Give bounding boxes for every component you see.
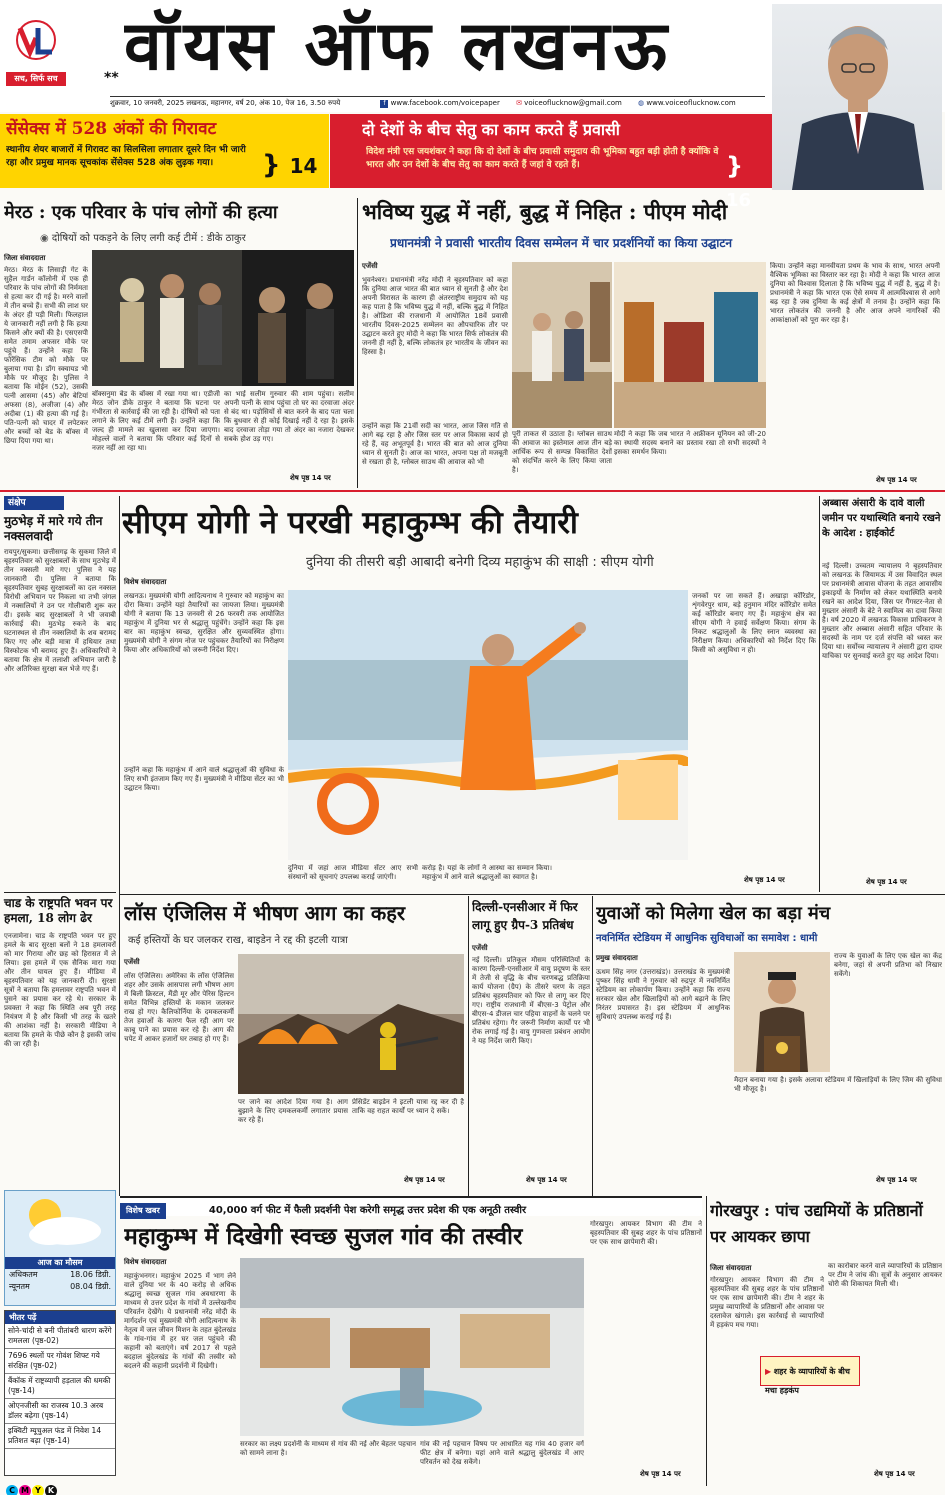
teaser-left-page: } 14 [262, 150, 318, 180]
exhibition-hall-icon [614, 262, 766, 428]
meerut-col2: बॉक्सनुमा बेड के बॉक्स में रखा गया था। एडीजी मेरठ जोन डीके ठाकुर ने बताया कि घटना पर गंभीरता से कार्रवाई की जा रही है। दोषियों को पता लगाने के लिए कई टीमें लगी हैं। उन्होंने कहा कि जल्द ही मामले का खुलासा कर दिया जाएगा। मोहल्ले वालों ने बताया कि परिवार कई दिनों से नजर नहीं आ रहा था। [92, 390, 220, 452]
village-model-icon [240, 1258, 584, 1436]
la-fire-col1: लॉस एंजिलिस। अमेरिका के लॉस एंजिलिस शहर और उसके आसपास लगी भीषण आग में बिली क्रिस्टल, मैंडी मूर और पेरिस हिल्टन समेत विभिन्न हस्तियों के मकान जलकर राख हो गए। कैलिफोर्निया के दमकलकर्मी तेज हवाओं के कारण फैल रही आग पर काबू पाने का प्रयास कर रहे हैं। आग की चपेट में आकर हजारों घर तबाह हो गए हैं। [124, 972, 234, 1043]
exhibition-text: 40,000 वर्ग फीट में फैली प्रदर्शनी पेश करेगी समृद्ध उत्तर प्रदेश की एक अनूठी तस्वीर [208, 1205, 527, 1216]
weather-box [4, 1190, 116, 1306]
teaser-left-body: स्थानीय शेयर बाजारों में गिरावट का सिलसिला लगातार दूसरे दिन भी जारी रहा और प्रमुख मानक सूचकांक सेंसेक्स 528 अंक लुढ़क गया। [6, 145, 246, 168]
yogi-mahakumbh-photo [288, 590, 688, 860]
brief-label: संक्षेप [4, 496, 64, 510]
teaser-left[interactable] [0, 114, 329, 188]
teaser-left-page-number: 14 [289, 154, 318, 178]
teaser-left-headline: सेंसेक्स में 528 अंकों की गिरावट [6, 119, 217, 139]
bullet-icon: ◉ [40, 233, 52, 244]
newspaper-title: वॉयस ऑफ लखनऊ [124, 6, 672, 86]
logo-mark-icon [6, 18, 66, 68]
inside-item[interactable]: 7696 स्थलों पर गोवंश शिफ्ट गये संरक्षित (पृष्ठ-02) [5, 1349, 115, 1374]
logo [6, 18, 66, 68]
yogi-col5: जनकों पर जा सकते हैं। अखाड़ा कॉरिडोर, शृंगवेरपुर धाम, बड़े हनुमान मंदिर कॉरिडोर समेत कई कॉरिडोर बनाए गए हैं। महाकुंभ क्षेत्र का सीएम योगी ने हवाई सर्वेक्षण किया। संगम के निकट श्रद्धालुओं के लिए स्नान व्यवस्था का निरीक्षण किया। अधिकारियों को निर्देश दिए कि किसी को असुविधा न हो। [692, 592, 816, 654]
modi-subhead: प्रधानमंत्री ने प्रवासी भारतीय दिवस सम्मेलन में चार प्रदर्शनियों का किया उद्घाटन [390, 236, 733, 250]
column-divider [819, 496, 820, 892]
gorakhpur-headline[interactable]: गोरखपुर : पांच उद्यमियों के प्रतिष्ठानों पर आयकर छापा [710, 1201, 923, 1246]
column-divider [357, 198, 358, 488]
meerut-headline[interactable]: मेरठ : एक परिवार के पांच लोगों की हत्या [4, 202, 278, 223]
youth-headline[interactable]: युवाओं को मिलेगा खेल का बड़ा मंच [596, 903, 831, 924]
modi-headline[interactable]: भविष्य युद्ध में नहीं, बुद्ध में निहित : पीएम मोदी [362, 199, 728, 224]
portrait-icon [772, 4, 942, 190]
modi-col1: भुवनेश्वर। प्रधानमंत्री नरेंद्र मोदी ने बृहस्पतिवार को कहा कि दुनिया आज भारत की बात ध्यान से सुनती है और देश अपनी विरासत के कारण ही अंतरराष्ट्रीय समुदाय को यह कह पाता है कि भविष्य युद्ध में नहीं, बल्कि बुद्ध में निहित है। ओडिशा की राजधानी में आयोजित 18वें प्रवासी भारतीय दिवस-2025 सम्मेलन का औपचारिक तौर पर उद्घाटन करते हुए मोदी ने कहा कि भारत सिर्फ लोकतंत्र की जननी ही नहीं है, बल्कि लोकतंत्र हर भारतीय के जीवन का हिस्सा है। [362, 276, 508, 356]
pointer-icon: ▶ [765, 1367, 774, 1376]
web-icon: ◍ [638, 99, 645, 107]
modi-col5: किया। उन्होंने कहा मानवीयता प्रथम के भाव के साथ, भारत अपनी वैश्विक भूमिका का विस्तार कर रहा है। मोदी ने कहा कि भारत आज दुनिया को विश्वास दिलाता है कि भविष्य युद्ध में नहीं है, बुद्ध में है। प्रधानमंत्री ने कहा कि भारत एक ऐसे समय में आत्मविश्वास से आगे बढ़ रहा है जब दुनिया के कई क्षेत्रों में तनाव है। उन्होंने कहा कि भारत लोकतंत्र की जननी है और आज अपने नागरिकों की आकांक्षाओं को पूरा कर रहा है। [770, 262, 940, 324]
inside-box [4, 1310, 116, 1476]
weather-max-row [5, 1269, 115, 1281]
meerut-col1: मेरठ। मेरठ के लिसाड़ी गेट के सुहैल गार्डन कॉलोनी में एक ही परिवार के पांच लोगों की निर्ममता से हत्या कर दी गई है। मरने वालों में तीन बच्चे हैं। सभी की लाश घर के अंदर ही पड़ी मिली। फिलहाल ये जानकारी नहीं लगी है कि हत्या किसने और क्यों की है। एसएसपी समेत तमाम अफसर मौके पर पहुंचे हैं। उन्होंने कहा कि फोरेंसिक टीम को मौके पर बुलाया गया है। डॉग स्क्वायड भी मौके पर मौजूद है। पुलिस ने बताया कि मोईन (52), उसकी पत्नी आसमा (45) और बेटियां अफसा (8), अजीजा (4) और अदीबा (1) की हत्या की गई है। पति-पत्नी को चादर में लपेटकर और बच्चों को बेड के बॉक्स में छिपा दिया गया था। [4, 266, 88, 445]
weather-max-value: 18.06 डिग्री. [70, 1270, 111, 1279]
abbas-body: नई दिल्ली। उच्चतम न्यायालय ने बृहस्पतिवार को लखनऊ के जियामऊ में उस विवादित स्थल पर प्रधानमंत्री आवास योजना के तहत आवासीय इकाइयों के निर्माण को लेकर यथास्थिति बनाये रखने का आदेश दिया, जिस पर गैंगस्टर-नेता से मुख्तार अंसारी के बेटे ने स्वामित्व का दावा किया है। वर्ष 2020 में लखनऊ विकास प्राधिकरण ने मुख्तार और अब्बास अंसारी सहित परिवार के सदस्यों के नाम पर दर्ज संपत्ति को ध्वस्त कर दिया था। सर्वोच्च न्यायालय ने अंसारी द्वारा दायर याचिका पर सुनवाई करते हुए यह आदेश दिया। [822, 562, 942, 660]
gorakhpur-col3 [828, 1390, 942, 1466]
grap-body: नई दिल्ली। प्रतिकूल मौसम परिस्थितियों के कारण दिल्ली-एनसीआर में वायु प्रदूषण के स्तर में तेजी से वृद्धि के बीच चरणबद्ध प्रतिक्रिया कार्य योजना (ग्रैप) के तीसरे चरण के तहत प्रतिबंध बृहस्पतिवार को फिर से लागू कर दिए गए। राष्ट्रीय राजधानी में बीएस-3 पेट्रोल और बीएस-4 डीजल चार पहिया वाहनों के चलने पर प्रतिबंध रहेगा। गैर जरूरी निर्माण कार्यों पर भी रोक लगाई गई है। वायु गुणवत्ता प्रबंधन आयोग ने यह निर्देश जारी किए। [472, 956, 590, 1045]
youth-continued[interactable]: शेष पृष्ठ 14 पर [876, 1176, 917, 1184]
teaser-right-body: विदेश मंत्री एस जयशंकर ने कहा कि दो देशों के बीच प्रवासी समुदाय की भूमिका बहुत बड़ी होती है क्योंकि वे भारत और उन देशों के बीच सेतु का काम करते हैं जहां वे रहते हैं। [366, 147, 719, 170]
kumbh-village-col3: गांव की नई पहचान विषय पर आधारित यह गांव 40 हजार वर्ग फीट क्षेत्र में बनेगा। यहां आने वाले श्रद्धालु बुंदेलखंड में आए परिवर्तन को देख सकेंगे। [420, 1440, 584, 1466]
cmyk-black: K [45, 1485, 57, 1495]
dateline: शुक्रवार, 10 जनवरी, 2025 लखनऊ, महानगर, वर्ष 20, अंक 10, पेज 16, 3.50 रुपये [110, 99, 341, 107]
teaser-right[interactable] [330, 114, 772, 211]
meerut-continued[interactable]: शेष पृष्ठ 14 पर [290, 474, 331, 482]
meerut-crime-scene-photo [92, 250, 354, 386]
weather-min-label: न्यूनतम [9, 1282, 30, 1291]
modi-col2: उन्होंने कहा कि 21वीं सदी का भारत, आज जिस गति से आगे बढ़ रहा है और जिस स्तर पर आज विकास कार्य हो रहे हैं, वह अभूतपूर्व है। भारत की बात को आज दुनिया ध्यान से सुनती है। आज का भारत, अपना पक्ष तो मजबूती से रखता ही है, ग्लोबल साउथ की आवाज को भी [362, 422, 508, 466]
la-fire-continued[interactable]: शेष पृष्ठ 14 पर [404, 1176, 445, 1184]
weather-min-value: 08.04 डिग्री. [70, 1282, 111, 1291]
gorakhpur-col2: का कारोबार करने वाले व्यापारियों के प्रतिष्ठान पर टीम ने जांच की। सूत्रों के अनुसार आयकर चोरी की शिकायत मिली थी। [828, 1262, 942, 1288]
sidebar-rule [4, 892, 116, 893]
gorakhpur-box-text: शहर के व्यापारियों के बीच मचा हड़कंप [765, 1367, 850, 1395]
meerut-subhead-text: दोषियों को पकड़ने के लिए लगी कई टीमें : डीके ठाकुर [51, 233, 246, 244]
firefighter-icon [238, 954, 464, 1094]
gorakhpur-body: गोरखपुर। आयकर विभाग की टीम ने बृहस्पतिवार की सुबह शहर के पांच प्रतिष्ठानों पर एक साथ छापेमारी की। टीम ने शहर के प्रमुख व्यापारियों के प्रतिष्ठानों और आवास पर दस्तावेज खंगाले। इस कार्रवाई से व्यापारियों में हड़कंप मच गया। [710, 1276, 824, 1329]
modi-exhibition-photo-2 [614, 262, 766, 428]
gorakhpur-byline: जिला संवाददाता [710, 1264, 752, 1272]
email-icon: ✉ [516, 99, 522, 107]
weather-min-row [5, 1281, 115, 1293]
exhibition-label: विशेष खबर [120, 1203, 166, 1219]
inside-item[interactable]: इक्विटी म्यूचुअल फंड में निवेश 14 प्रतिशत बढ़ा (पृष्ठ-14) [5, 1424, 115, 1449]
la-fire-subhead: कई हस्तियों के घर जलकर राख, बाइडेन ने रद्द की इटली यात्रा [128, 935, 348, 946]
dateline-bar [110, 96, 765, 110]
exhibition-strip[interactable] [120, 1196, 702, 1216]
crowd-scene-icon [92, 250, 354, 386]
brief-body: रायपुर/सुकमा। छत्तीसगढ़ के सुकमा जिले में बृहस्पतिवार को सुरक्षाबलों के साथ मुठभेड़ में तीन नक्सली मारे गए। पुलिस ने यह जानकारी दी। पुलिस ने बताया कि बृहस्पतिवार सुबह सुरक्षाबलों का दल नक्सल विरोधी अभियान पर निकला था तभी जंगल में नक्सलियों ने उन पर गोलीबारी शुरू कर दी। इसके बाद सुरक्षाबलों ने भी जवाबी कार्रवाई की। मुठभेड़ रुकने के बाद घटनास्थल से तीन नक्सलियों के शव बरामद किए गए और बड़ी मात्रा में हथियार तथा विस्फोटक भी बरामद हुए हैं। अधिकारियों ने बताया कि क्षेत्र में तलाशी अभियान जारी है और अतिरिक्त सुरक्षा बल भेजे गए हैं। [4, 548, 116, 673]
abbas-headline[interactable]: अब्बास अंसारी के दावे वाली जमीन पर यथास्थिति बनाये रखने के आदेश : हाईकोर्ट [822, 498, 941, 539]
email-link[interactable]: voiceoflucknow@gmail.com [524, 99, 622, 107]
la-fire-photo [238, 954, 464, 1094]
column-divider [706, 1196, 707, 1486]
column-divider [468, 896, 469, 1196]
village-model-photo [240, 1258, 584, 1436]
section-rule [120, 894, 945, 895]
weather-title: आज का मौसम [5, 1257, 115, 1269]
kumbh-village-col2: सरकार का लक्ष्य प्रदर्शनी के माध्यम से गांव की नई और बेहतर पहचान को सामने लाना है। [240, 1440, 416, 1457]
yogi-subhead: दुनिया की तीसरी बड़ी आबादी बनेगी दिव्य महाकुंभ की साक्षी : सीएम योगी [306, 555, 654, 570]
youth-col2: राज्य के युवाओं के लिए एक खेल का केंद्र बनेगा, जहां से अपनी प्रतिभा को निखार सकेंगे। [834, 952, 942, 978]
cmyk-cyan: C [6, 1485, 18, 1495]
grap-headline[interactable]: दिल्ली-एनसीआर में फिर लागू हुए ग्रैप-3 प्रतिबंध [472, 900, 578, 932]
gorakhpur-continued[interactable]: शेष पृष्ठ 14 पर [874, 1470, 915, 1478]
teaser-right-page-number: 16 [726, 190, 752, 211]
teaser-right-page: } 16 [726, 152, 752, 211]
jaishankar-photo [772, 4, 942, 190]
la-fire-headline[interactable]: लॉस एंजिलिस में भीषण आग का कहर [124, 901, 405, 925]
yogi-on-boat-icon [288, 590, 688, 860]
column-divider [592, 896, 593, 1196]
yogi-col3: दुनिया में जहां आज मीडिया सेंटर आए सभी संस्थानों को सूचनाएं उपलब्ध कराई जाएंगी। [288, 864, 418, 881]
pm-visit-icon [512, 262, 612, 428]
yogi-continued[interactable]: शेष पृष्ठ 14 पर [744, 876, 785, 884]
youth-col1: ऊधम सिंह नगर (उत्तराखंड)। उत्तराखंड के मुख्यमंत्री पुष्कर सिंह धामी ने गुरुवार को रुद्रपुर में नवनिर्मित स्टेडियम का लोकार्पण किया। उन्होंने कहा कि राज्य सरकार खेल और खिलाड़ियों को आगे बढ़ाने के लिए निरंतर प्रयासरत है। इस स्टेडियम में आधुनिक सुविधाएं उपलब्ध कराई गई हैं। [596, 968, 730, 1021]
inside-item[interactable]: सोने-चांदी से बनी पीतांबरी धारण करेंगे रामलला (पृष्ठ-02) [5, 1324, 115, 1349]
inside-title: भीतर पढ़ें [5, 1311, 115, 1324]
inside-item[interactable]: ओएनजीसी का राजस्व 10.3 अरब डॉलर बढ़ेगा (पृष्ठ-14) [5, 1399, 115, 1424]
column-divider [119, 496, 120, 1196]
modi-byline: एजेंसी [362, 262, 378, 270]
modi-col3: पूरी ताकत से उठाता है। ग्लोबल साउथ की आवाज का इस्तेमाल आज तीन बड़े आर्थिक रूप से सम्पन्न विकासित देशों को संदर्भित करने के लिए किया जाता है। [512, 430, 612, 474]
cmyk-yellow: Y [32, 1485, 44, 1495]
teaser-right-headline: दो देशों के बीच सेतु का काम करते हैं प्रवासी [362, 120, 620, 139]
abbas-continued[interactable]: शेष पृष्ठ 14 पर [866, 878, 907, 886]
kumbh-village-col1: महाकुंभनगर। महाकुंभ 2025 में भाग लेने वाले दुनिया भर के 40 करोड़ से अधिक श्रद्धालु स्वच्छ सुजल गांव अवधारणा के माध्यम से उत्तर प्रदेश के गांवों में उल्लेखनीय परिवर्तन देखेंगे। ये प्रधानमंत्री नरेंद्र मोदी के मार्गदर्शन एवं मुख्यमंत्री योगी आदित्यनाथ के नेतृत्व में जल जीवन मिशन के तहत बुंदेलखंड के गांव-गांव में हर घर जल पहुंचने की कहानी को बताएंगे। वर्ष 2017 से पहले बदहाल बुंदेलखंड के गांवों की तस्वीर को बदलने की कहानी प्रदर्शनी में दिखेगी। [124, 1272, 236, 1370]
modi-continued[interactable]: शेष पृष्ठ 14 पर [876, 476, 917, 484]
sun-cloud-icon [5, 1191, 115, 1253]
gorakhpur-highlight-box [760, 1356, 860, 1395]
inside-list [5, 1324, 115, 1449]
facebook-link[interactable]: www.facebook.com/voicepaper [390, 99, 500, 107]
website-link[interactable]: www.voiceoflucknow.com [646, 99, 736, 107]
tagline: सच, सिर्फ सच [6, 72, 66, 86]
facebook-icon: f [380, 100, 388, 108]
modi-exhibition-photo-1 [512, 262, 612, 428]
speaker-icon [734, 952, 830, 1072]
grap-byline: एजेंसी [472, 944, 488, 952]
yogi-col2: उन्होंने कहा कि महाकुंभ में आने वाले श्रद्धालुओं की सुविधा के लिए सभी इंतजाम किए गए हैं। मुख्यमंत्री ने मीडिया सेंटर का भी उद्घाटन किया। [124, 766, 284, 792]
yogi-col4: करोड़ है। यहां के लोगों ने आस्था का सम्मान किया। महाकुंभ में आने वाले श्रद्धालुओं का स्वागत है। [422, 864, 552, 881]
weather-max-label: अधिकतम [9, 1270, 38, 1279]
masthead [0, 0, 945, 112]
meerut-col3: का भाई सलीम गुरुवार की शाम पहुंचा। सलीम अपनी पत्नी के साथ पहुंचा तो घर का दरवाजा अंदर से बंद था। पड़ोसियों से बात करने के बाद पता चला कि बुधवार से ही कोई दिखाई नहीं दे रहा है। इसके बाद दरवाजा तोड़ा गया तो अंदर का नजारा देखकर सबके होश उड़ गए। [224, 390, 354, 443]
brief-headline[interactable]: मुठभेड़ में मारे गये तीन नक्सलवादी [4, 514, 103, 543]
section-rule [0, 490, 945, 492]
inside-item[interactable]: बैंकॉक में राष्ट्रव्यापी हड़ताल की धमकी (पृष्ठ-14) [5, 1374, 115, 1399]
meerut-byline: जिला संवाददाता [4, 254, 46, 262]
grap-continued[interactable]: शेष पृष्ठ 14 पर [526, 1176, 567, 1184]
youth-byline: प्रमुख संवाददाता [596, 954, 638, 962]
modi-col4: मोदी ने कहा कि जब भारत ने अफ्रीकन यूनियन को जी-20 का स्थायी सदस्य बनाने का प्रस्ताव रखा तो सभी सदस्यों ने इसका समर्थन किया। [614, 430, 766, 456]
la-fire-col3: प्रेसिडेंट बाइडेन ने इटली यात्रा रद्द कर दी है ताकि वह राहत कार्यों पर ध्यान दे सकें। [352, 1098, 464, 1115]
yogi-headline[interactable]: सीएम योगी ने परखी महाकुम्भ की तैयारी [122, 505, 578, 541]
yogi-col1: लखनऊ। मुख्यमंत्री योगी आदित्यनाथ ने गुरुवार को महाकुंभ का दौरा किया। उन्होंने यहां तैयारियों का जायजा लिया। मुख्यमंत्री योगी ने बताया कि 13 जनवरी से 26 फरवरी तक आयोजित महाकुंभ में दुनिया भर से श्रद्धालु पहुंचेंगे। उन्होंने कहा कि इस बार का महाकुंभ स्वच्छ, सुरक्षित और सुव्यवस्थित होगा। मुख्यमंत्री योगी ने संगम नोज पर पहुंचकर तैयारियों का निरीक्षण किया और अधिकारियों को जरूरी निर्देश दिए। [124, 592, 284, 654]
meerut-subhead [40, 232, 340, 246]
youth-subhead: नवनिर्मित स्टेडियम में आधुनिक सुविधाओं का समावेश : धामी [596, 933, 818, 944]
la-fire-col2: पर जाने का आदेश दिया गया है। आग बुझाने के लिए दमकलकर्मी लगातार प्रयास कर रहे हैं। [238, 1098, 348, 1124]
cmyk-magenta: M [19, 1485, 31, 1495]
kumbh-village-col4: गोरखपुर। आयकर विभाग की टीम ने बृहस्पतिवार की सुबह शहर के पांच प्रतिष्ठानों पर एक साथ छापेमारी की। [590, 1220, 702, 1246]
cmyk-marks [6, 1478, 58, 1495]
chad-headline[interactable]: चाड के राष्ट्रपति भवन पर हमला, 18 लोग ढेर [4, 896, 113, 925]
yogi-byline: विशेष संवाददाता [124, 578, 167, 586]
chad-body: एनजामेना। चाड के राष्ट्रपति भवन पर हुए हमले के बाद सुरक्षा बलों ने 18 हमलावरों को मार गिराया और छह को हिरासत में ले लिया। इस हमले में एक सैनिक मारा गया और तीन घायल हुए हैं। मीडिया में बृहस्पतिवार को यह जानकारी दी। सुरक्षा सूत्रों ने बताया कि हमलावर राष्ट्रपति भवन में घुसने का प्रयास कर रहे थे। सरकार के प्रवक्ता ने कहा कि स्थिति अब पूरी तरह नियंत्रण में है और किसी भी तरह के खतरे की आशंका नहीं है। सरकारी मीडिया ने बताया कि हमले के पीछे कौन है इसकी जांच की जा रही है। [4, 932, 116, 1048]
la-fire-byline: एजेंसी [124, 958, 140, 966]
masthead-stars: ** [104, 70, 119, 86]
youth-caption: मैदान बनाया गया है। इसके अलावा स्टेडियम में खिलाड़ियों के लिए जिम की सुविधा भी मौजूद है। [734, 1076, 942, 1093]
kumbh-village-byline: विशेष संवाददाता [124, 1258, 167, 1266]
kumbh-village-continued[interactable]: शेष पृष्ठ 14 पर [640, 1470, 681, 1478]
kumbh-village-headline[interactable]: महाकुम्भ में दिखेगी स्वच्छ सुजल गांव की तस्वीर [124, 1223, 523, 1250]
dhami-photo [734, 952, 830, 1072]
